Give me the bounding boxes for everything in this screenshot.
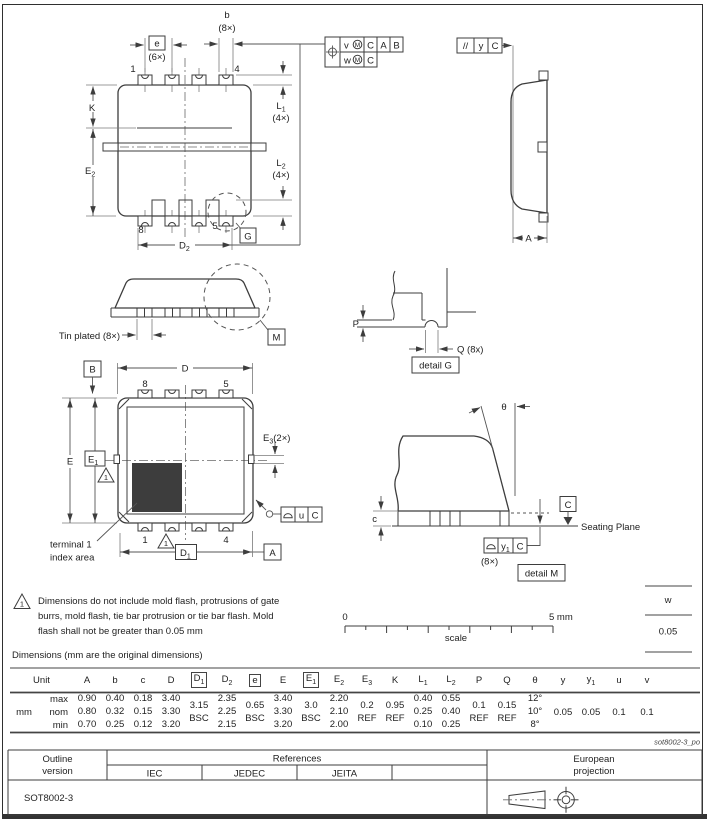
note-ref-triangle: 1 xyxy=(163,539,169,548)
tin-plated-label: Tin plated (8×) xyxy=(58,331,120,342)
dim-label-D: D xyxy=(181,363,189,375)
dim-count-L1: (4×) xyxy=(272,113,290,124)
tolerance-y: y xyxy=(478,41,484,52)
datum-ref-A: A xyxy=(380,40,387,52)
dim-label-K: K xyxy=(88,103,96,114)
note-triangle xyxy=(14,594,30,609)
terminal1-label-line1: terminal 1 xyxy=(50,539,92,551)
datum-ref-C2: C xyxy=(367,55,374,67)
datum-ref-B: B xyxy=(393,40,400,52)
dim-label-E: E xyxy=(66,456,74,468)
pad-number-1: 1 xyxy=(142,535,148,546)
dim-column-e: e 0.65 BSC xyxy=(245,674,265,724)
dim-column-L1: $L_1$ 0.40 0.25 0.10 xyxy=(413,673,433,730)
dim-label-c: c xyxy=(372,514,377,525)
dim-column-L2: $L_2$ 0.55 0.40 0.25 xyxy=(441,673,461,730)
dim-label-E3: $E_3(2\times)$ xyxy=(263,433,291,446)
mmc-modifier-icon: M xyxy=(354,42,361,49)
y1-count: (8×) xyxy=(481,556,499,568)
dim-count-b: (8×) xyxy=(218,23,236,34)
datum-ref-C4: C xyxy=(311,510,319,522)
scale-end: 5 mm xyxy=(549,612,573,623)
dim-label-L1: $L_1$ xyxy=(276,101,286,114)
reference-iec: IEC xyxy=(146,768,163,780)
dim-column-Q: Q 0.15 REF xyxy=(497,674,517,724)
detail-m-callout: M xyxy=(272,332,281,344)
terminal1-index-area xyxy=(132,463,182,512)
dim-column-A: A 0.90 0.80 0.70 xyxy=(77,674,97,730)
european-projection-line1: European xyxy=(573,754,615,765)
dim-label-E1: $E_1$ xyxy=(88,454,99,467)
datum-a-label: A xyxy=(269,548,276,559)
table-row-labels xyxy=(38,693,73,732)
datum-ref-C5: C xyxy=(516,541,524,553)
top-view xyxy=(83,10,325,253)
table-row-label: max xyxy=(50,693,68,705)
dim-column-K: K 0.95 REF xyxy=(385,674,405,724)
outline-version-value: SOT8002-3 xyxy=(24,793,74,804)
dim-label-D2: $D_2$ xyxy=(179,240,190,253)
dim-label-P: P xyxy=(352,319,359,330)
pin-number-8: 8 xyxy=(138,225,144,236)
pin-number-4: 4 xyxy=(234,64,240,75)
dim-label-b: b xyxy=(224,10,230,21)
outline-version-header-line2: version xyxy=(42,766,73,777)
position-tolerance-frame xyxy=(325,37,403,67)
dim-label-theta: θ xyxy=(501,402,507,413)
note-ref-number: 1 xyxy=(19,599,25,609)
dim-column-y: y 0.05 xyxy=(553,674,573,718)
dim-column-P: P 0.1 REF xyxy=(469,674,489,724)
dim-column-u: u 0.1 xyxy=(612,674,626,718)
dim-column-y1: $y_1$ 0.05 xyxy=(581,673,601,718)
first-angle-projection-icon xyxy=(503,787,579,813)
pad-number-8: 8 xyxy=(142,379,148,390)
drawing-code: sot8002-3_po xyxy=(654,737,700,747)
dim-label-L2: $L_2$ xyxy=(276,158,286,171)
dim-column-E3: $E_3$ 0.2 REF xyxy=(357,673,377,724)
tolerance-w: w xyxy=(344,55,351,67)
detail-g xyxy=(353,268,484,373)
dim-column-D: D 3.40 3.30 3.20 xyxy=(161,674,181,730)
table-row-label: min xyxy=(52,719,68,731)
pad-number-4: 4 xyxy=(223,535,229,546)
scale-bar xyxy=(342,612,572,644)
w-column-table xyxy=(645,586,692,652)
dim-column-b: b 0.40 0.32 0.25 xyxy=(105,674,125,730)
datum-c-label: C xyxy=(564,500,572,511)
dim-label-e: e xyxy=(154,38,160,50)
table-unit-block xyxy=(10,668,73,732)
detail-g-title: detail G xyxy=(419,360,452,372)
detail-m-title: detail M xyxy=(524,568,559,580)
dim-column-E1: $E_1$ 3.0 BSC xyxy=(301,672,321,724)
dimensions-table xyxy=(73,668,661,732)
table-unit-header: Unit xyxy=(33,674,50,686)
tolerance-v: v xyxy=(344,40,349,52)
outline-version-header-line1: Outline xyxy=(42,754,73,765)
dim-label-E2: $E_2$ xyxy=(85,166,96,179)
front-view xyxy=(59,264,285,345)
pad-number-5: 5 xyxy=(223,379,229,390)
datum-g-label: G xyxy=(244,231,252,243)
scale-label: scale xyxy=(444,633,468,644)
dim-column-D2: $D_2$ 2.35 2.25 2.15 xyxy=(217,673,237,730)
mold-flash-note xyxy=(38,594,368,639)
datum-b-label: B xyxy=(89,364,96,376)
table-unit-value: mm xyxy=(16,706,32,718)
bottom-view xyxy=(50,361,322,564)
dimensions-caption: Dimensions (mm are the original dimensions) xyxy=(12,650,203,661)
dim-column-c: c 0.18 0.15 0.12 xyxy=(133,674,153,730)
front-view-pins xyxy=(137,308,234,317)
parallelism-tolerance-frame xyxy=(457,38,512,53)
dim-label-A: A xyxy=(525,233,532,245)
note-line: flash shall not be greater than 0.05 mm xyxy=(38,626,203,637)
reference-jeita: JEITA xyxy=(331,768,358,780)
pin-number-5: 5 xyxy=(212,221,218,232)
seating-plane-label: Seating Plane xyxy=(581,522,641,533)
dim-column-D1: $D_1$ 3.15 BSC xyxy=(189,672,209,724)
dim-column-v: v 0.1 xyxy=(640,674,654,718)
reference-jedec: JEDEC xyxy=(233,768,266,780)
tolerance-y1: $y_1$ xyxy=(501,541,510,554)
datum-ref-C3: C xyxy=(491,41,499,52)
references-header: References xyxy=(272,753,322,765)
datum-triangle-icon xyxy=(564,517,573,525)
table-row-label: nom xyxy=(49,706,68,718)
datum-ref-C: C xyxy=(367,40,374,52)
w-column-header: w xyxy=(664,595,672,606)
mmc-modifier-icon: M xyxy=(354,57,361,64)
note-line: Dimensions do not include mold flash, protrusions of gate xyxy=(38,596,280,607)
scale-start: 0 xyxy=(342,612,348,623)
dim-label-D1: $D_1$ xyxy=(180,548,191,561)
dim-count-L2: (4×) xyxy=(272,170,290,181)
dim-column-E: E 3.40 3.30 3.20 xyxy=(273,674,293,730)
parallelism-icon: // xyxy=(462,41,469,52)
note-line: burrs, mold flash, tie bar protrusion or tie bar flash. Mold xyxy=(38,611,274,622)
tolerance-u: u xyxy=(298,510,305,522)
dim-count-e: (6×) xyxy=(148,52,166,63)
dim-column-E2: $E_2$ 2.20 2.10 2.00 xyxy=(329,673,349,730)
dim-label-Q: Q (8x) xyxy=(457,344,484,356)
dim-column-θ: θ 12° 10° 8° xyxy=(527,674,543,730)
european-projection-line2: projection xyxy=(573,766,615,777)
w-column-value: 0.05 xyxy=(658,626,678,638)
side-view xyxy=(511,46,548,245)
terminal1-label-line2: index area xyxy=(50,552,95,564)
detail-m xyxy=(372,402,640,581)
pin-number-1: 1 xyxy=(130,64,136,75)
footer-table xyxy=(8,750,702,815)
note-ref-triangle: 1 xyxy=(103,473,109,482)
